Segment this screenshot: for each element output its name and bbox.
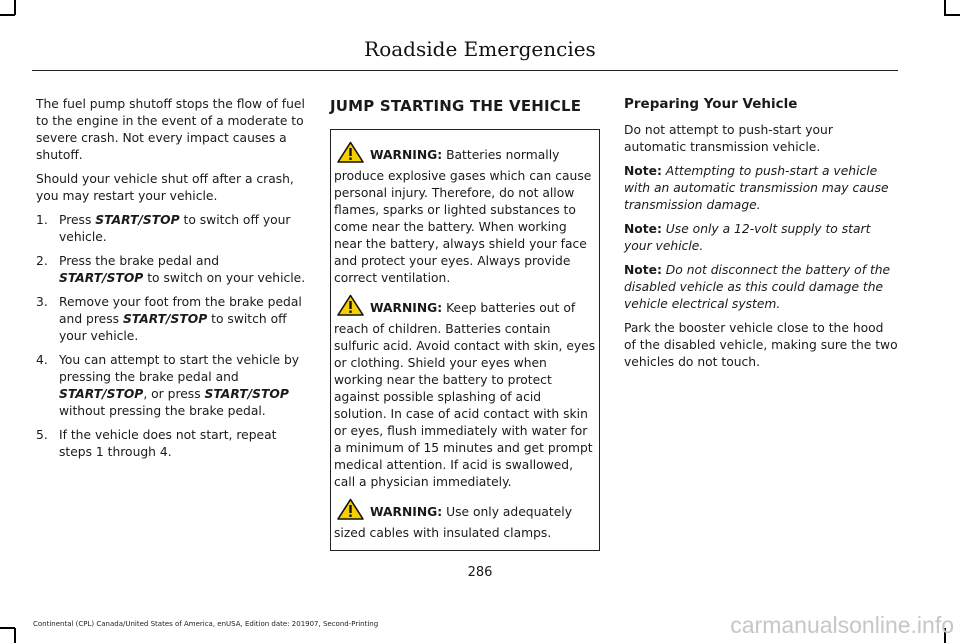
- section-heading: JUMP STARTING THE VEHICLE: [330, 97, 582, 115]
- note-label: Note:: [624, 222, 662, 236]
- list-item: [36, 427, 306, 461]
- warning-text: Batteries normally produce explosive gases which can cause personal injury. Therefore, do not allow flames, sparks or lighted substances to come near the battery. When working near the battery, always shield your face and protect your eyes. Always provide correct ventilation.: [334, 148, 592, 285]
- note: [624, 221, 898, 255]
- warning-text: Use only adequately sized cables with insulated clamps.: [334, 505, 573, 540]
- control-name: START/STOP: [59, 271, 144, 285]
- subsection-heading: Preparing Your Vehicle: [624, 96, 798, 112]
- warning-triangle-icon: [337, 498, 364, 525]
- note-text: Use only a 12-volt supply to start your vehicle.: [624, 222, 871, 253]
- control-name: START/STOP: [59, 387, 144, 401]
- paragraph: Park the booster vehicle close to the hood of the disabled vehicle, making sure the two vehicles do not touch.: [624, 321, 898, 369]
- step-text: , or press: [143, 387, 205, 401]
- warning-paragraph: [334, 498, 597, 542]
- step-text: to switch on your vehicle.: [143, 271, 306, 285]
- control-name: START/STOP: [122, 312, 208, 326]
- watermark: carmanualsonline.info: [730, 612, 954, 638]
- page-number: 286: [467, 565, 493, 580]
- edition-footer: Continental (CPL) Canada/United States of America, enUSA, Edition date: 201907, Second-Printing: [33, 620, 379, 628]
- column-jump-starting: [330, 96, 600, 551]
- control-name: START/STOP: [95, 213, 180, 227]
- crop-mark: [0, 627, 15, 629]
- step-number: 4.: [36, 353, 48, 367]
- column-fuel-shutoff: [36, 96, 306, 468]
- step-text: without pressing the brake pedal.: [59, 404, 266, 418]
- step-text: Press: [59, 213, 96, 227]
- control-name: START/STOP: [204, 387, 289, 401]
- step-number: 3.: [36, 295, 48, 309]
- restart-steps-list: [36, 212, 306, 461]
- crop-mark: [944, 0, 946, 15]
- column-preparing-vehicle: [624, 96, 898, 378]
- note-text: Do not disconnect the battery of the disabled vehicle as this could damage the vehicle electrical system.: [624, 263, 891, 311]
- list-item: [36, 294, 306, 345]
- page-title: Roadside Emergencies: [364, 37, 596, 61]
- warning-triangle-icon: [337, 294, 364, 321]
- step-number: 5.: [36, 428, 48, 442]
- list-item: [36, 212, 306, 246]
- list-item: [36, 352, 306, 420]
- warning-triangle-icon: [337, 141, 364, 168]
- list-item: [36, 253, 306, 287]
- warning-text: Keep batteries out of reach of children. Batteries contain sulfuric acid. Avoid contact with skin, eyes or clothing. Shield your eyes when working near the battery to protect against possible splashing of acid solution. In case of acid contact with skin or eyes, flush immediately with water for a minimum of 15 minutes and get prompt medical attention. If acid is swallowed, call a physician immediately.: [334, 301, 596, 489]
- warning-paragraph: [334, 294, 597, 491]
- paragraph: Should your vehicle shut off after a crash, you may restart your vehicle.: [36, 172, 294, 203]
- crop-mark: [0, 14, 15, 16]
- step-text: Press the brake pedal and: [59, 254, 220, 268]
- header-divider: [32, 70, 898, 71]
- note: [624, 262, 898, 313]
- warning-paragraph: [334, 141, 597, 287]
- step-text: to switch off your vehicle.: [59, 213, 291, 244]
- paragraph: Do not attempt to push-start your automatic transmission vehicle.: [624, 123, 833, 154]
- step-text: If the vehicle does not start, repeat steps 1 through 4.: [59, 428, 277, 459]
- crop-mark: [14, 0, 16, 15]
- step-number: 1.: [36, 213, 48, 227]
- warning-box: [330, 129, 600, 551]
- paragraph: The fuel pump shutoff stops the flow of fuel to the engine in the event of a moderate to severe crash. Not every impact causes a shutoff.: [36, 97, 305, 162]
- step-text: to switch off your vehicle.: [59, 312, 287, 343]
- crop-mark: [14, 628, 16, 643]
- note-label: Note:: [624, 263, 662, 277]
- step-text: You can attempt to start the vehicle by pressing the brake pedal and: [59, 353, 300, 384]
- step-number: 2.: [36, 254, 48, 268]
- crop-mark: [944, 14, 960, 16]
- note-label: Note:: [624, 164, 662, 178]
- warning-label: WARNING:: [370, 148, 443, 162]
- warning-label: WARNING:: [370, 301, 443, 315]
- warning-label: WARNING:: [370, 505, 443, 519]
- note-text: Attempting to push-start a vehicle with an automatic transmission may cause transmission damage.: [624, 164, 889, 212]
- step-text: Remove your foot from the brake pedal and press: [59, 295, 302, 326]
- note: [624, 163, 898, 214]
